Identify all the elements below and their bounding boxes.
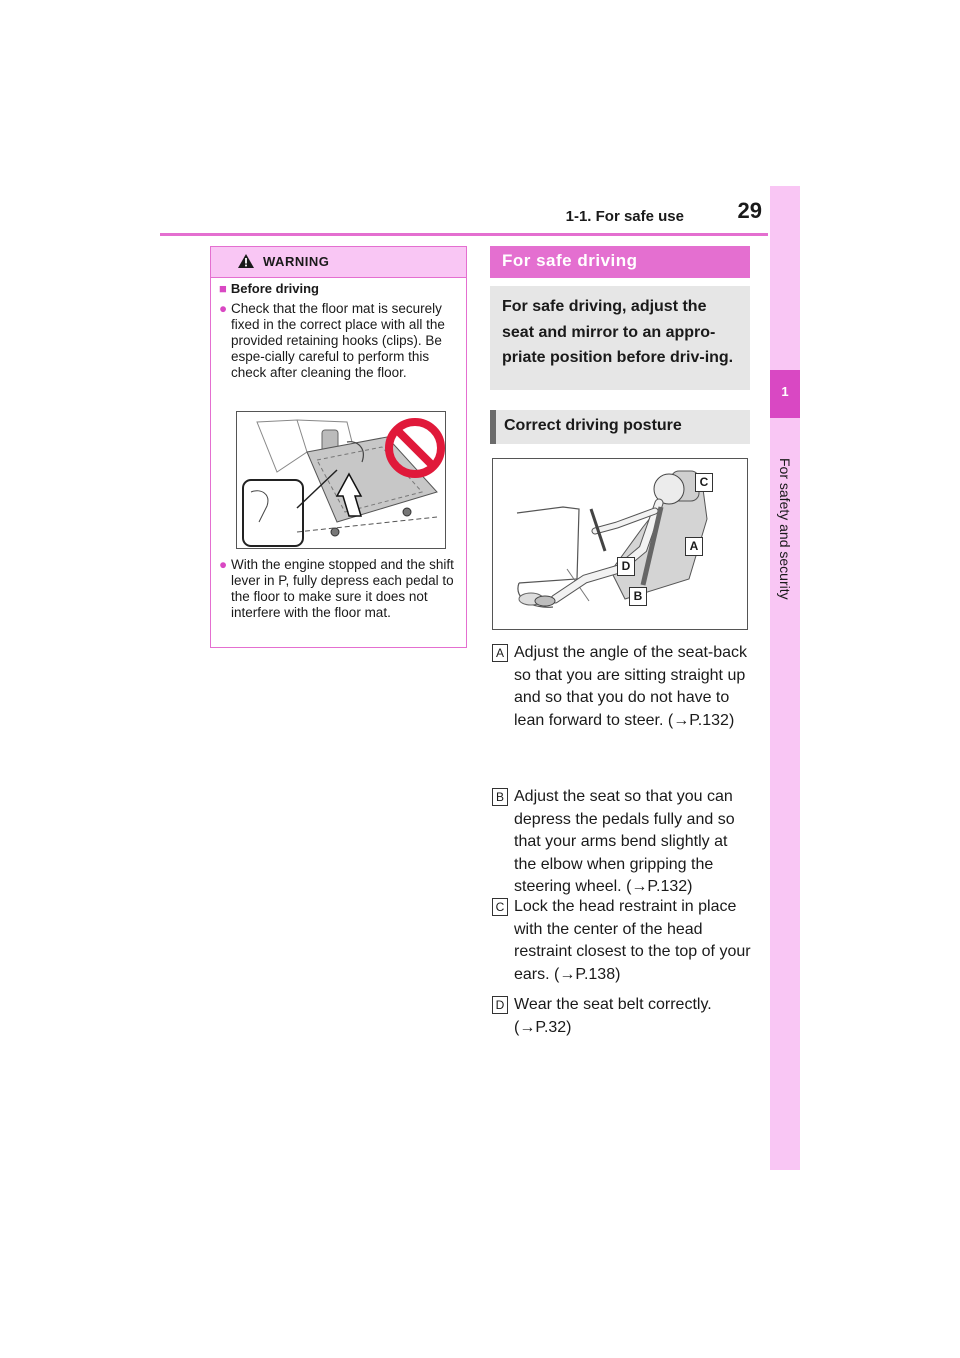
chapter-title: For safety and security — [777, 458, 793, 600]
warning-title: WARNING — [263, 254, 330, 269]
circle-bullet-icon: ● — [219, 301, 228, 316]
chapter-side-strip — [770, 186, 800, 1170]
circle-bullet-icon: ● — [219, 557, 228, 572]
posture-item-c — [492, 896, 752, 986]
item-tag: A — [492, 644, 508, 662]
warning-header — [211, 247, 466, 278]
page-header — [160, 200, 768, 236]
warning-subheading-text: Before driving — [230, 281, 319, 296]
item-text: Adjust the angle of the seat-back so that you are sitting straight up and so that you do not have to lean forward to steer. (→P.132) — [514, 644, 748, 729]
warning-subheading — [219, 281, 319, 296]
figure-label-b: B — [629, 587, 647, 606]
figure-label-c: C — [695, 473, 713, 492]
intro-box: For safe driving, adjust the seat and mirror to an appro-priate position before driv-ing. — [490, 286, 750, 390]
section-heading-safe-driving: For safe driving — [490, 246, 750, 278]
item-tag: D — [492, 996, 508, 1014]
driving-posture-illustration — [492, 458, 748, 630]
warning-bullet-2 — [219, 557, 457, 621]
page-number: 29 — [737, 198, 762, 223]
floor-mat-illustration — [236, 411, 446, 549]
posture-item-a — [492, 642, 752, 732]
section-title: 1-1. For safe use — [565, 208, 684, 225]
posture-item-d — [492, 994, 752, 1039]
section-heading-posture: Correct driving posture — [490, 410, 750, 444]
square-bullet-icon: ■ — [219, 281, 227, 296]
warning-box — [210, 246, 467, 648]
posture-item-b — [492, 786, 752, 899]
figure-label-a: A — [685, 537, 703, 556]
header-rule — [160, 233, 768, 236]
item-tag: C — [492, 898, 508, 916]
warning-triangle-icon — [237, 253, 255, 269]
figure-label-d: D — [617, 557, 635, 576]
warning-bullet-1 — [219, 301, 457, 381]
warning-bullet-2-text: With the engine stopped and the shift lever in P, fully depress each pedal to the floor to make sure it does not interfere with the floor mat. — [231, 557, 454, 620]
item-text: Wear the seat belt correctly. (→P.32) — [514, 996, 712, 1036]
item-text: Adjust the seat so that you can depress the pedals fully and so that your arms bend slightly at the elbow when gripping the steering wheel. (→P.132) — [514, 788, 735, 895]
chapter-tab[interactable] — [770, 370, 800, 418]
chapter-number: 1 — [781, 384, 789, 399]
floor-mat-drawing — [237, 412, 445, 548]
item-text: Lock the head restraint in place with the center of the head restraint closest to the top of your ears. (→P.138) — [514, 898, 751, 983]
warning-bullet-1-text: Check that the floor mat is securely fixed in the correct place with all the provided retaining hooks (clips). Be espe-cially careful to perform this check after cleaning the floor. — [231, 301, 445, 380]
item-tag: B — [492, 788, 508, 806]
